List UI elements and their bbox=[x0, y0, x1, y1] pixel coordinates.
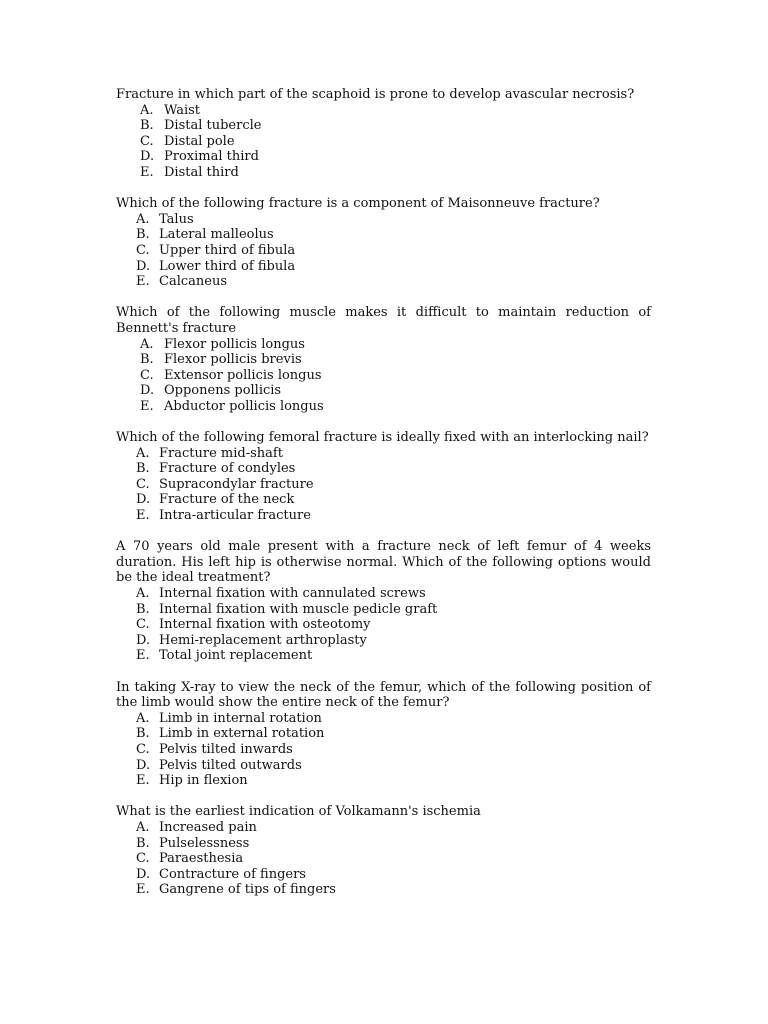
option-letter: E. bbox=[140, 164, 154, 180]
option-letter: E. bbox=[136, 274, 150, 290]
option-c bbox=[112, 617, 651, 633]
option-b bbox=[116, 118, 651, 134]
option-e bbox=[112, 882, 651, 898]
option-letter: D. bbox=[136, 632, 151, 648]
option-a bbox=[116, 103, 651, 119]
option-text: Distal third bbox=[164, 164, 239, 180]
option-c bbox=[112, 851, 651, 867]
option-list bbox=[116, 820, 651, 898]
option-a bbox=[112, 212, 651, 228]
option-letter: E. bbox=[136, 648, 150, 664]
option-letter: E. bbox=[140, 398, 154, 414]
option-list bbox=[116, 446, 651, 524]
option-list bbox=[116, 212, 651, 290]
option-b bbox=[112, 227, 651, 243]
option-d bbox=[112, 492, 651, 508]
option-letter: B. bbox=[136, 726, 150, 742]
option-letter: A. bbox=[136, 586, 150, 601]
option-d bbox=[116, 383, 651, 399]
option-letter: B. bbox=[136, 835, 150, 851]
option-text: Internal fixation with muscle pedicle graft bbox=[159, 601, 438, 617]
option-letter: C. bbox=[140, 133, 154, 149]
option-c bbox=[112, 243, 651, 259]
option-b bbox=[112, 726, 651, 742]
question-stem: What is the earliest indication of Volkamann's ischemia bbox=[116, 804, 481, 820]
option-text: Extensor pollicis longus bbox=[164, 367, 322, 383]
option-text: Distal pole bbox=[164, 133, 235, 149]
option-c bbox=[116, 134, 651, 150]
option-letter: D. bbox=[140, 383, 155, 399]
option-text: Abductor pollicis longus bbox=[164, 398, 324, 414]
option-text: Internal fixation with cannulated screws bbox=[159, 586, 426, 601]
option-text: Limb in internal rotation bbox=[159, 710, 322, 726]
option-text: Hemi-replacement arthroplasty bbox=[159, 632, 367, 648]
option-text: Intra-articular fracture bbox=[159, 508, 311, 524]
question-4 bbox=[116, 430, 651, 524]
option-a bbox=[112, 711, 651, 727]
question-2 bbox=[116, 196, 651, 290]
option-d bbox=[112, 259, 651, 275]
option-text: Paraesthesia bbox=[159, 851, 244, 867]
option-text: Waist bbox=[164, 102, 201, 118]
option-a bbox=[112, 820, 651, 836]
option-letter: E. bbox=[136, 508, 150, 524]
option-text: Flexor pollicis longus bbox=[164, 336, 305, 352]
option-text: Upper third of fibula bbox=[159, 242, 296, 258]
option-letter: E. bbox=[136, 882, 150, 898]
question-7 bbox=[116, 804, 651, 898]
option-text: Pulselessness bbox=[159, 835, 250, 851]
option-letter: C. bbox=[136, 476, 150, 492]
option-text: Total joint replacement bbox=[159, 648, 313, 664]
option-a bbox=[116, 337, 651, 353]
option-b bbox=[116, 352, 651, 368]
question-stem: Which of the following muscle makes it difficult to maintain reduction of Bennett's fracture bbox=[116, 305, 651, 336]
option-text: Internal fixation with osteotomy bbox=[159, 617, 371, 633]
option-b bbox=[112, 602, 651, 618]
option-text: Talus bbox=[159, 211, 194, 227]
option-letter: B. bbox=[136, 601, 150, 617]
option-letter: A. bbox=[136, 211, 150, 227]
option-letter: C. bbox=[136, 242, 150, 258]
option-letter: A. bbox=[136, 819, 150, 835]
option-list bbox=[116, 586, 651, 664]
document-page bbox=[116, 87, 651, 913]
option-a bbox=[112, 446, 651, 462]
question-stem: Fracture in which part of the scaphoid is prone to develop avascular necrosis? bbox=[116, 87, 635, 102]
option-letter: A. bbox=[136, 710, 150, 726]
option-b bbox=[112, 461, 651, 477]
question-6 bbox=[116, 680, 651, 789]
option-text: Gangrene of tips of fingers bbox=[159, 882, 336, 898]
option-letter: B. bbox=[136, 227, 150, 243]
option-text: Lateral malleolus bbox=[159, 227, 274, 243]
option-text: Hip in flexion bbox=[159, 773, 248, 789]
option-letter: C. bbox=[136, 851, 150, 867]
question-stem: In taking X-ray to view the neck of the femur, which of the following position of the limb would show the entire neck of the femur? bbox=[116, 679, 651, 711]
option-e bbox=[112, 274, 651, 290]
option-list bbox=[116, 711, 651, 789]
option-letter: B. bbox=[136, 461, 150, 477]
option-letter: D. bbox=[136, 757, 151, 773]
question-stem: A 70 years old male present with a fracture neck of left femur of 4 weeks duration. His left hip is otherwise normal. Which of the following options would be the ideal treatment? bbox=[116, 539, 651, 586]
option-e bbox=[112, 508, 651, 524]
option-text: Proximal third bbox=[164, 149, 259, 165]
option-text: Flexor pollicis brevis bbox=[164, 352, 302, 368]
option-text: Calcaneus bbox=[159, 274, 227, 290]
option-letter: A. bbox=[140, 336, 154, 352]
option-e bbox=[112, 648, 651, 664]
option-text: Distal tubercle bbox=[164, 118, 262, 134]
question-stem: Which of the following fracture is a component of Maisonneuve fracture? bbox=[116, 196, 600, 212]
question-5 bbox=[116, 539, 651, 664]
question-stem: Which of the following femoral fracture is ideally fixed with an interlocking nail? bbox=[116, 430, 649, 446]
option-text: Limb in external rotation bbox=[159, 726, 325, 742]
option-letter: D. bbox=[136, 492, 151, 508]
option-text: Pelvis tilted inwards bbox=[159, 741, 293, 757]
option-letter: D. bbox=[136, 258, 151, 274]
option-text: Fracture mid-shaft bbox=[159, 445, 283, 461]
option-letter: D. bbox=[140, 149, 155, 165]
option-b bbox=[112, 836, 651, 852]
option-d bbox=[116, 149, 651, 165]
option-text: Contracture of fingers bbox=[159, 866, 306, 882]
option-list bbox=[116, 337, 651, 415]
option-letter: E. bbox=[136, 773, 150, 789]
option-letter: C. bbox=[136, 741, 150, 757]
option-d bbox=[112, 758, 651, 774]
option-d bbox=[112, 633, 651, 649]
option-letter: D. bbox=[136, 866, 151, 882]
option-c bbox=[116, 368, 651, 384]
option-letter: A. bbox=[136, 445, 150, 461]
option-c bbox=[112, 742, 651, 758]
option-d bbox=[112, 867, 651, 883]
option-letter: B. bbox=[140, 352, 154, 368]
option-text: Fracture of condyles bbox=[159, 461, 296, 477]
option-e bbox=[112, 773, 651, 789]
option-letter: A. bbox=[140, 102, 154, 118]
question-3 bbox=[116, 305, 651, 414]
option-e bbox=[116, 165, 651, 181]
option-e bbox=[116, 399, 651, 415]
option-text: Fracture of the neck bbox=[159, 492, 295, 508]
option-letter: C. bbox=[136, 617, 150, 633]
option-text: Increased pain bbox=[159, 819, 257, 835]
option-list bbox=[116, 103, 651, 181]
option-letter: C. bbox=[140, 367, 154, 383]
option-text: Supracondylar fracture bbox=[159, 476, 314, 492]
option-text: Pelvis tilted outwards bbox=[159, 757, 302, 773]
option-text: Lower third of fibula bbox=[159, 258, 296, 274]
option-c bbox=[112, 477, 651, 493]
option-a bbox=[112, 586, 651, 602]
option-letter: B. bbox=[140, 118, 154, 134]
option-text: Opponens pollicis bbox=[164, 383, 282, 399]
question-1 bbox=[116, 87, 651, 181]
